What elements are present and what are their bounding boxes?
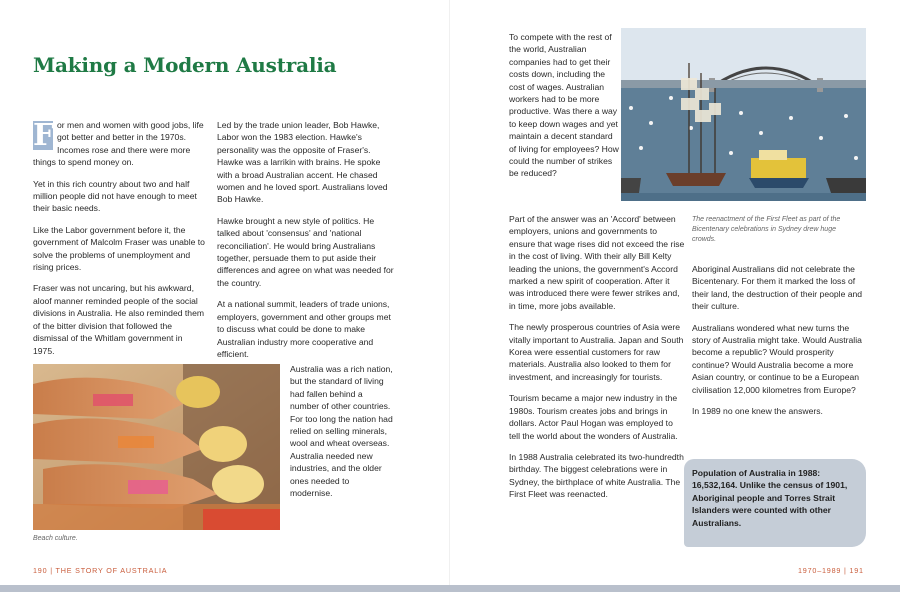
paragraph: To compete with the rest of the world, Australian companies had to get their costs down, including the cost of wages. Australian workers had to be more productive. Was there a way to keep down wages and yet maintain a decent standard of living for employees? How could the number of strikes be reduced? — [509, 32, 619, 179]
paragraph: F or men and women with good jobs, life got better and better in the 1970s. Incomes rose and there were more things to spend money on. — [33, 118, 204, 168]
paragraph: Australians wondered what new turns the story of Australia might take. Would Australia become a republic? Would prosperity continue? Would Australia become a more Asian country, or continue to be a European civilisation 12,000 kilometres from Europe? — [692, 322, 862, 395]
sydney-harbour-image — [621, 28, 866, 201]
paragraph: Like the Labor government before it, the government of Malcolm Fraser was unable to solve the problems of unemployment and rising prices. — [33, 224, 205, 273]
paragraph: Part of the answer was an 'Accord' between employers, unions and governments to ensure that wage rises did not exceed the rise in the cost of living. With their ally Bill Kelty leading the unions, the government's Accord marked a new spirit of cooperation. After it was introduced there were fewer strikes and, in time, more jobs available. — [509, 214, 685, 311]
callout-text: 16,532,164. Unlike the census of 1901, Aboriginal people and Torres Strait Islanders were counted with other Australians. — [692, 480, 848, 528]
bottom-band — [0, 585, 900, 592]
paragraph: Australia was a rich nation, but the standard of living had fallen behind a number of other countries. For too long the nation had relied on selling minerals, wool and wheat overseas. Australia needed new industries, and the older ones needed to modernise. — [290, 364, 393, 499]
beach-culture-image — [33, 364, 280, 530]
column-3-top — [509, 31, 621, 189]
harbour-photo — [621, 28, 866, 201]
column-2-lower — [290, 363, 394, 508]
beach-photo — [33, 364, 280, 530]
column-3 — [509, 213, 685, 510]
paragraph: Fraser was not uncaring, but his awkward, aloof manner reminded people of the social divisions in Australia. He also reminded them of the bitter division that followed the dismissal of the Whitlam government in 1975. — [33, 283, 205, 356]
page-title: Making a Modern Australia — [33, 53, 337, 77]
paragraph: Aboriginal Australians did not celebrate the Bicentenary. For them it marked the loss of their land, the destruction of their people and their culture. — [692, 264, 863, 312]
column-2 — [217, 119, 395, 369]
population-callout — [684, 459, 866, 547]
drop-cap: F — [33, 118, 55, 153]
paragraph: Hawke brought a new style of politics. He talked about 'consensus' and 'national reconciliation'. He would bring Australians together, persuade them to put aside their differences and agree on what was needed for the country. — [217, 215, 394, 288]
folio-left: 190 | THE STORY OF AUSTRALIA — [33, 566, 168, 575]
paragraph: Yet in this rich country about two and half million people did not have enough to meet their basic needs. — [33, 178, 197, 214]
callout-title: Population of Australia in 1988: — [692, 468, 821, 478]
column-4 — [692, 263, 868, 426]
paragraph: The newly prosperous countries of Asia were vitally important to Australia. Japan and South Korea were essential customers for raw materials. Australia also looked to them for investment, and increasingly for tourists. — [509, 322, 684, 382]
paragraph: In 1988 Australia celebrated its two-hundredth birthday. The biggest celebrations were in Sydney, the birthplace of white Australia. The First Fleet was reenacted. — [509, 451, 684, 500]
paragraph: At a national summit, leaders of trade unions, employers, government and other groups met to discuss what could be done to make Australian industry more cooperative and efficient. — [217, 299, 391, 359]
paragraph: Led by the trade union leader, Bob Hawke, Labor won the 1983 election. Hawke's personality was the opposite of Fraser's. Hawke was a larrikin with brains. He spoke with a broad Australian accent. He chased women and he loved sport. Australians loved Bob Hawke. — [217, 120, 388, 205]
paragraph: Tourism became a major new industry in the 1980s. Tourism creates jobs and brings in dollars. Actor Paul Hogan was employed to tell the world about the wonders of Australia. — [509, 393, 678, 441]
paragraph: In 1989 no one knew the answers. — [692, 406, 823, 417]
column-1 — [33, 119, 205, 366]
photo-caption: The reenactment of the First Fleet as part of the Bicentenary celebrations in Sydney drew huge crowds. — [692, 216, 841, 243]
folio-right: 1970–1989 | 191 — [798, 566, 864, 575]
photo-caption: Beach culture. — [33, 535, 78, 542]
